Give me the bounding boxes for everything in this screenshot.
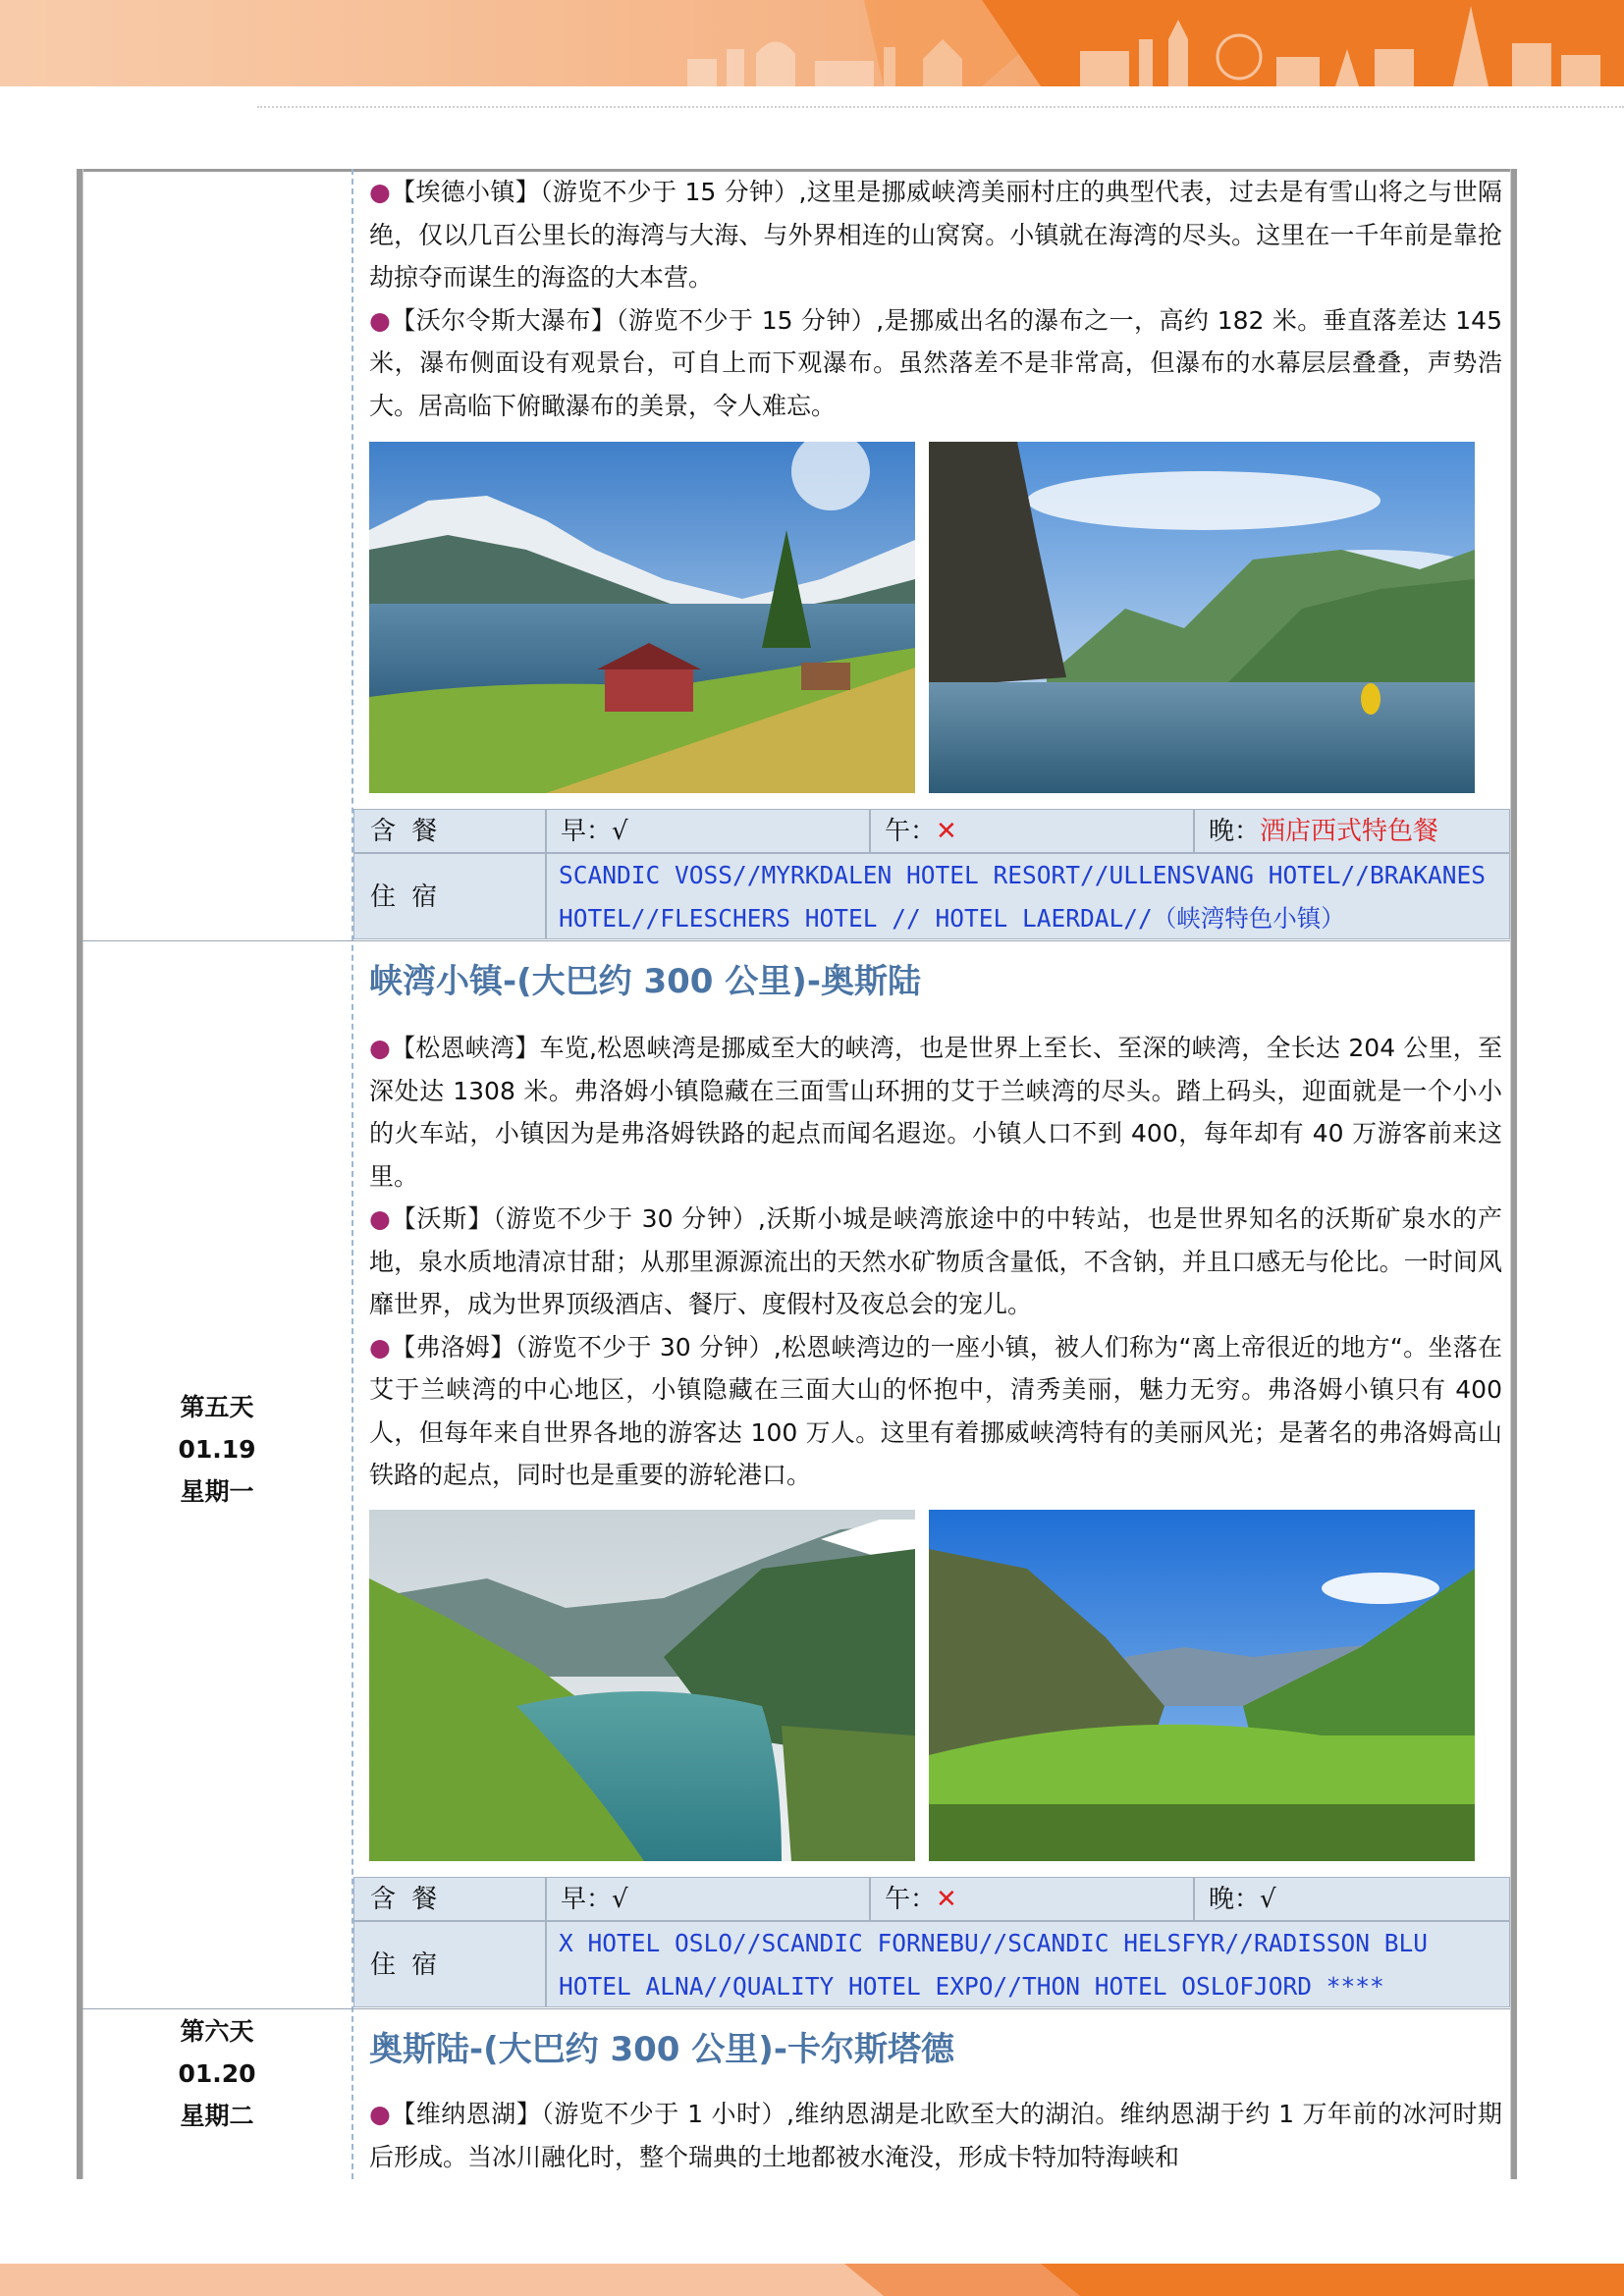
day-date: 01.19 — [178, 1435, 256, 1464]
header-divider — [257, 106, 1624, 108]
attraction-title: 【松恩峡湾】 — [391, 1034, 540, 1062]
attraction-paragraph — [369, 1027, 1502, 1198]
day-name: 第六天 — [180, 2017, 254, 2046]
attraction-paragraph — [369, 171, 1502, 299]
attraction-title: 【维纳恩湖】 — [391, 2100, 542, 2128]
attraction-text: （游览不少于 15 分钟）,是挪威出名的瀑布之一，高约 182 米。垂直落差达 145 米，瀑布侧面设有观景台，可自上而下观瀑布。虽然落差不是非常高，但瀑布的水幕层层叠叠，声势浩大。居高临下俯瞰瀑布的美景，令人难忘。 — [369, 305, 1502, 420]
dinner-label: 晚： — [1209, 1885, 1261, 1914]
meal-label: 含 餐 — [353, 1877, 546, 1921]
attraction-paragraph — [369, 2093, 1502, 2178]
attraction-title: 【埃德小镇】 — [391, 178, 540, 206]
flam-valley-photo — [929, 1510, 1475, 1861]
day5-paragraphs — [369, 1027, 1502, 1497]
hotel-list: X HOTEL OSLO//SCANDIC FORNEBU//SCANDIC HELSFYR//RADISSON BLU HOTEL ALNA//QUALITY HOTEL EXPO//THON HOTEL OSLOFJORD **** — [559, 1929, 1429, 2001]
attraction-title: 【弗洛姆】 — [391, 1332, 515, 1362]
meal-label: 含 餐 — [353, 809, 546, 853]
row-divider — [82, 940, 1510, 941]
day5-route-heading: 峡湾小镇-(大巴约 300 公里)-奥斯陆 — [369, 962, 921, 1001]
attraction-paragraph — [369, 1198, 1502, 1326]
frame-border-right — [1510, 169, 1517, 2179]
dinner-label: 晚： — [1209, 817, 1261, 846]
day-label-5 — [82, 1386, 352, 1513]
hotel-label: 住 宿 — [353, 1921, 546, 2007]
lunch-value: ✕ — [936, 1885, 957, 1914]
fjord-valley-river-photo — [369, 1510, 915, 1861]
attraction-title: 【沃尔令斯大瀑布】 — [391, 305, 617, 335]
day-label-6 — [82, 2010, 352, 2137]
header-banner — [0, 0, 1624, 86]
attraction-text: （游览不少于 30 分钟）,沃斯小城是峡湾旅途中的中转站，也是世界知名的沃斯矿泉水的产地，泉水质地清凉甘甜；从那里源源流出的天然水矿物质含量低，不含钠，并且口感无与伦比。一时间风靡世界，成为世界顶级酒店、餐厅、度假村及夜总会的宠儿。 — [369, 1204, 1502, 1318]
attraction-text: （游览不少于 15 分钟）,这里是挪威峡湾美丽村庄的典型代表，过去是有雪山将之与世隔绝，仅以几百公里长的海湾与大海、与外界相连的山窝窝。小镇就在海湾的尽头。这里在一千年前是靠抢劫掠夺而谋生的海盗的大本营。 — [369, 178, 1502, 292]
bullet-dot-icon: ● — [369, 1332, 392, 1362]
bullet-dot-icon: ● — [369, 2100, 392, 2128]
dinner-cell — [1194, 809, 1510, 853]
lunch-value: ✕ — [936, 817, 957, 846]
day4-paragraphs — [369, 171, 1502, 427]
dinner-value: √ — [1260, 1885, 1276, 1914]
lunch-label: 午： — [885, 817, 937, 846]
attraction-text: （游览不少于 30 分钟）,松恩峡湾边的一座小镇，被人们称为“离上帝很近的地方“。坐落在艾于兰峡湾的中心地区，小镇隐藏在三面大山的怀抱中，清秀美丽，魅力无穷。弗洛姆小镇只有 400 人，但每年来自世界各地的游客达 100 万人。这里有着挪威峡湾特有的美丽风光；是著名的弗洛姆高山铁路的起点，同时也是重要的游轮港口。 — [369, 1332, 1502, 1489]
breakfast-cell — [546, 1877, 870, 1921]
breakfast-label: 早： — [561, 817, 613, 846]
attraction-paragraph — [369, 1326, 1502, 1497]
footer-bar — [0, 2264, 1624, 2296]
attraction-text: 车览,松恩峡湾是挪威至大的峡湾，也是世界上至长、至深的峡湾，全长达 204 公里，至深处达 1308 米。弗洛姆小镇隐藏在三面雪山环拥的艾于兰峡湾的尽头。踏上码头，迎面就是一个小小的火车站，小镇因为是弗洛姆铁路的起点而闻名遐迩。小镇人口不到 400，每年却有 40 万游客前来这里。 — [369, 1034, 1502, 1191]
bullet-dot-icon: ● — [369, 1204, 392, 1233]
breakfast-cell — [546, 809, 870, 853]
lunch-label: 午： — [885, 1885, 937, 1914]
lunch-cell — [870, 1877, 1194, 1921]
fjord-village-photo — [369, 442, 915, 793]
breakfast-value: √ — [612, 817, 628, 846]
day-weekday: 星期一 — [180, 1477, 254, 1506]
fjord-cliff-water-photo — [929, 442, 1475, 793]
attraction-paragraph — [369, 299, 1502, 428]
day-date: 01.20 — [178, 2059, 256, 2088]
bullet-dot-icon: ● — [369, 178, 392, 206]
day6-route-heading: 奥斯陆-(大巴约 300 公里)-卡尔斯塔德 — [369, 2030, 954, 2069]
lunch-cell — [870, 809, 1194, 853]
day6-paragraphs — [369, 2093, 1502, 2179]
dinner-value: 酒店西式特色餐 — [1260, 817, 1439, 846]
day-weekday: 星期二 — [180, 2102, 254, 2130]
bullet-dot-icon: ● — [369, 1034, 392, 1062]
hotel-label: 住 宿 — [353, 853, 546, 939]
attraction-title: 【沃斯】 — [391, 1204, 494, 1233]
bullet-dot-icon: ● — [369, 305, 392, 335]
hotel-cell — [546, 1921, 1510, 2007]
hotel-cell — [546, 853, 1510, 939]
frame-border-left — [77, 169, 83, 2179]
row-divider — [82, 2008, 1510, 2009]
attraction-text: （游览不少于 1 小时）,维纳恩湖是北欧至大的湖泊。维纳恩湖于约 1 万年前的冰河时期后形成。当冰川融化时，整个瑞典的土地都被水淹没，形成卡特加特海峡和 — [369, 2100, 1502, 2171]
breakfast-label: 早： — [561, 1885, 613, 1914]
breakfast-value: √ — [612, 1885, 628, 1914]
day-name: 第五天 — [180, 1393, 254, 1421]
dinner-cell — [1194, 1877, 1510, 1921]
hotel-list: SCANDIC VOSS//MYRKDALEN HOTEL RESORT//ULLENSVANG HOTEL//BRAKANES HOTEL//FLESCHERS HOTEL // HOTEL LAERDAL//（峡湾特色小镇） — [559, 861, 1487, 933]
